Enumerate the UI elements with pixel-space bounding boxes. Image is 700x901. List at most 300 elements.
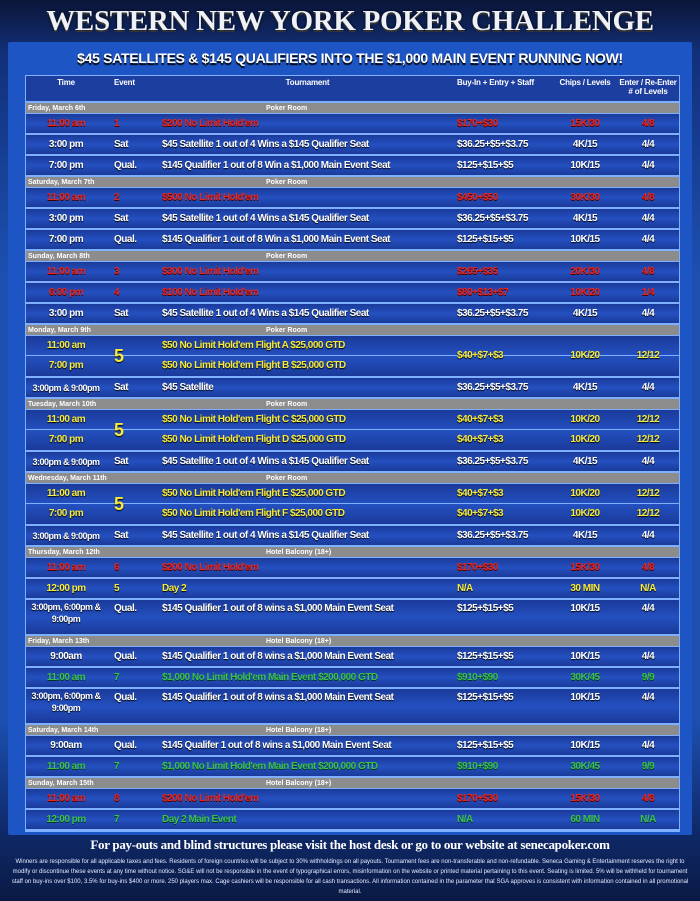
time-cell-text: 7:00 pm <box>48 159 84 171</box>
time-cell <box>26 562 106 574</box>
buyin-cell <box>453 414 553 426</box>
shared-values <box>453 336 679 376</box>
chips-cell-text: 30K/45 <box>570 760 600 772</box>
enter-cell-text: 4/4 <box>641 529 655 541</box>
enter-cell <box>617 287 679 299</box>
buyin-cell-text: $36.25+$5+$3.75 <box>457 307 528 319</box>
table-row <box>26 304 679 325</box>
chips-cell-text: 10K/15 <box>570 650 600 662</box>
table-row <box>26 736 679 757</box>
day-header <box>26 251 679 262</box>
disclaimer: Winners are responsible for all applicable taxes and fees. Residents of foreign countries will be subject to 30% withholdings on all payouts. Tournament fees are non-transferable and non-refundable. Seneca Gaming & Entertainment reserves the right to modify or discontinue these events at any time without notice. SG&E will not be responsible in the event of typographical errors, misinformation on the website or printed material pertaining to this event. Seating is limited. 5% will be withheld for tournament staff on buy-ins over $100, 3.5% for buy-ins $400 or more. 250 players max. Cage cashiers will be responsible for all cash transactions. All information contained in the parameter that SGA approves is consistent with information contained in all promotional material. <box>11 859 689 895</box>
event-cell-text: 6 <box>114 561 120 573</box>
table-row <box>26 410 679 452</box>
day-header <box>26 473 679 484</box>
day-label: Friday, March 13th <box>28 638 90 645</box>
chips-cell <box>553 434 617 446</box>
tournament-cell-text: $50 No Limit Hold'em Flight F $25,000 GTD <box>162 508 345 519</box>
event-cell <box>106 139 158 151</box>
tournament-cell <box>158 456 453 468</box>
tournament-cell <box>158 340 453 352</box>
chips-cell-text: 10K/15 <box>570 159 600 171</box>
chips-cell <box>553 651 617 663</box>
tournament-cell-text: $50 No Limit Hold'em Flight C $25,000 GTD <box>162 413 346 425</box>
tournament-cell-text: $45 Satellite 1 out of 4 Wins a $145 Qualifier Seat <box>162 529 369 541</box>
enter-cell-text: 12/12 <box>636 508 660 519</box>
tournament-cell-text: $45 Satellite 1 out of 4 Wins a $145 Qualifier Seat <box>162 212 369 224</box>
day-label: Sunday, March 8th <box>28 253 90 260</box>
tournament-cell-text: $50 No Limit Hold'em Flight E $25,000 GTD <box>162 487 346 499</box>
enter-cell <box>617 600 679 615</box>
buyin-cell <box>453 488 553 500</box>
tournament-cell <box>158 583 453 595</box>
enter-cell <box>617 689 679 704</box>
table-row <box>26 283 679 304</box>
buyin-cell-text: $125+$15+$5 <box>457 692 514 703</box>
tournament-cell-text: $45 Satellite 1 out of 4 Wins a $145 Qualifier Seat <box>162 307 369 319</box>
chips-cell-text: 15K/30 <box>570 561 600 573</box>
event-cell-text: Sat <box>114 529 129 541</box>
buyin-cell-text: $125+$15+$5 <box>457 233 514 245</box>
buyin-cell <box>453 583 553 595</box>
chips-cell <box>553 761 617 773</box>
buyin-cell <box>453 192 553 204</box>
enter-cell-text: N/A <box>640 813 656 825</box>
enter-cell-text: 9/9 <box>641 760 655 772</box>
buyin-cell-text: $265+$35 <box>457 265 498 277</box>
chips-cell-text: 10K/15 <box>570 233 600 245</box>
tournament-cell <box>158 672 453 684</box>
tournament-cell <box>158 414 453 426</box>
buyin-cell <box>453 651 553 663</box>
tournament-cell <box>158 234 453 246</box>
enter-cell-text: 4/4 <box>641 692 655 703</box>
enter-cell <box>617 139 679 151</box>
event-cell-text: Qual. <box>114 603 137 614</box>
enter-cell-text: 4/8 <box>641 792 655 804</box>
buyin-cell-text: $40+$7+$3 <box>457 487 504 499</box>
tournament-cell-text: $145 Qualifer 1 out of 8 wins a $1,000 Main Event Seat <box>162 739 392 751</box>
event-cell-text: 3 <box>114 265 120 277</box>
tournament-cell <box>158 530 453 542</box>
time-cell <box>26 234 106 246</box>
event-cell <box>106 740 158 752</box>
tournament-cell <box>158 740 453 752</box>
time-cell-text: 11:00 am <box>46 561 86 573</box>
event-cell <box>106 308 158 320</box>
buyin-cell <box>453 266 553 278</box>
time-cell <box>26 434 106 446</box>
chips-cell <box>553 266 617 278</box>
enter-cell <box>617 761 679 773</box>
venue-label: Hotel Balcony (18+) <box>266 780 332 787</box>
table-row <box>26 526 679 547</box>
time-cell <box>26 340 106 352</box>
tournament-cell <box>158 600 453 615</box>
tournament-cell-text: $145 Qualifier 1 out of 8 wins a $1,000 Main Event Seat <box>162 603 394 614</box>
table-row <box>26 135 679 156</box>
chips-cell <box>553 234 617 246</box>
time-cell-text: 3:00 pm <box>48 212 84 224</box>
enter-cell-text: N/A <box>640 582 656 594</box>
time-cell-text: 12:00 pm <box>46 582 86 594</box>
buyin-cell-text: $125+$15+$5 <box>457 603 514 614</box>
tournament-cell-text: $45 Satellite <box>162 381 214 393</box>
table-row <box>26 262 679 283</box>
event-cell-text: Qual. <box>114 159 137 171</box>
enter-cell-text: 4/8 <box>641 561 655 573</box>
tournament-cell <box>158 508 453 520</box>
time-cell-text: 11:00 am <box>46 191 86 203</box>
venue-label: Poker Room <box>266 179 308 186</box>
enter-cell <box>617 192 679 204</box>
time-cell-text: 7:00 pm <box>48 508 84 519</box>
chips-cell <box>553 508 617 520</box>
buyin-cell <box>453 160 553 172</box>
enter-cell <box>617 814 679 826</box>
day-header <box>26 103 679 114</box>
buyin-cell <box>453 308 553 320</box>
enter-cell-text: 4/8 <box>641 117 655 129</box>
event-cell-text: 5 <box>114 582 120 594</box>
day-header <box>26 399 679 410</box>
time-cell <box>26 600 106 625</box>
table-row <box>26 452 679 473</box>
event-cell-text: Qual. <box>114 233 137 245</box>
enter-cell-text: 4/4 <box>641 455 655 467</box>
event-cell <box>106 600 158 615</box>
chips-cell-text: 10K/20 <box>570 434 600 445</box>
buyin-cell-text: $36.25+$5+$3.75 <box>457 455 528 467</box>
buyin-cell-text: $170+$30 <box>457 792 498 804</box>
event-cell <box>106 583 158 595</box>
chips-cell <box>553 192 617 204</box>
title-text: WESTERN NEW YORK POKER CHALLENGE <box>46 5 654 37</box>
table-row <box>26 757 679 778</box>
event-number: 5 <box>114 420 124 440</box>
time-cell <box>26 814 106 826</box>
header-buyin: Buy-In + Entry + Staff <box>457 78 534 87</box>
footer-text: For pay-outs and blind structures please visit the host desk or go to our website at senecapoker.com <box>90 837 610 852</box>
time-cell-text: 11:00 am <box>46 339 86 351</box>
chips-cell-text: 10K/15 <box>570 739 600 751</box>
time-cell-text: 11:00 am <box>46 760 86 772</box>
tournament-cell <box>158 360 453 372</box>
buyin-cell <box>453 508 553 520</box>
chips-cell <box>553 456 617 468</box>
time-cell <box>26 456 106 468</box>
chips-cell-text: 30K/45 <box>570 671 600 683</box>
enter-cell <box>617 414 679 426</box>
buyin-cell-text: $170+$30 <box>457 117 498 129</box>
chips-cell <box>553 287 617 299</box>
poster-title <box>0 0 700 44</box>
event-cell <box>106 213 158 225</box>
tournament-cell <box>158 160 453 172</box>
table-header <box>26 76 679 103</box>
buyin-cell-text: N/A <box>457 582 473 594</box>
chips-cell <box>553 793 617 805</box>
venue-label: Hotel Balcony (18+) <box>266 638 332 645</box>
subtitle <box>10 50 690 68</box>
event-cell <box>106 651 158 663</box>
time-cell <box>26 160 106 172</box>
chips-cell-text: 10K/20 <box>570 413 600 425</box>
buyin-cell <box>453 600 553 615</box>
enter-cell-text: 4/4 <box>641 212 655 224</box>
time-cell <box>26 287 106 299</box>
day-label: Thursday, March 12th <box>28 549 100 556</box>
buyin-cell <box>453 562 553 574</box>
time-cell <box>26 530 106 542</box>
tournament-cell <box>158 139 453 151</box>
table-row <box>26 114 679 135</box>
buyin-cell <box>453 672 553 684</box>
venue-label: Poker Room <box>266 253 308 260</box>
buyin-cell <box>453 814 553 826</box>
time-cell <box>26 118 106 130</box>
buyin-cell-text: N/A <box>457 813 473 825</box>
day-label: Saturday, March 7th <box>28 179 95 186</box>
day-header <box>26 177 679 188</box>
time-cell <box>26 740 106 752</box>
tournament-cell-text: $50 No Limit Hold'em Flight D $25,000 GTD <box>162 434 346 445</box>
tournament-cell <box>158 434 453 446</box>
event-cell-text: Qual. <box>114 650 137 662</box>
event-cell-text: Sat <box>114 455 129 467</box>
tournament-cell-text: $50 No Limit Hold'em Flight B $25,000 GTD <box>162 360 346 371</box>
event-cell-text: 7 <box>114 671 120 683</box>
event-cell-text: 2 <box>114 191 120 203</box>
event-cell-text: 1 <box>114 117 120 129</box>
buyin-cell-text: $450+$50 <box>457 191 498 203</box>
enter-cell-text: 4/4 <box>641 381 655 393</box>
event-cell-text: Sat <box>114 307 129 319</box>
buyin-cell <box>453 234 553 246</box>
tournament-cell <box>158 213 453 225</box>
tournament-cell-text: $45 Satellite 1 out of 4 Wins a $145 Qualifier Seat <box>162 455 369 467</box>
buyin-cell-text: $40+$7+$3 <box>457 508 504 519</box>
event-cell <box>106 689 158 704</box>
chips-cell <box>553 600 617 615</box>
buyin-cell-text: $170+$30 <box>457 561 498 573</box>
time-cell <box>26 672 106 684</box>
event-cell-text: 7 <box>114 760 120 772</box>
time-cell-text: 3:00pm & 9:00pm <box>32 530 100 541</box>
tournament-cell-text: $200 No Limit Hold'em <box>162 561 259 573</box>
time-cell <box>26 382 106 394</box>
day-label: Friday, March 6th <box>28 105 86 112</box>
event-cell-text: 8 <box>114 792 120 804</box>
table-row <box>26 188 679 209</box>
header-event: Event <box>114 78 135 87</box>
time-cell <box>26 266 106 278</box>
event-cell <box>106 672 158 684</box>
time-cell-text: 11:00 am <box>46 265 86 277</box>
time-cell <box>26 192 106 204</box>
event-cell-text: Sat <box>114 212 129 224</box>
table-row <box>26 689 679 725</box>
tournament-cell-text: $50 No Limit Hold'em Flight A $25,000 GTD <box>162 339 345 351</box>
buyin-cell-text: $40+$7+$3 <box>457 350 504 361</box>
buyin-cell <box>453 761 553 773</box>
event-cell-text: Sat <box>114 138 129 150</box>
buyin-cell <box>453 382 553 394</box>
tournament-cell <box>158 308 453 320</box>
enter-cell <box>617 266 679 278</box>
time-cell-text: 9:00am <box>50 739 82 751</box>
tournament-cell-text: $145 Qualifier 1 out of 8 Win a $1,000 Main Event Seat <box>162 159 390 171</box>
enter-cell <box>617 583 679 595</box>
enter-cell <box>617 118 679 130</box>
chips-cell <box>553 139 617 151</box>
day-label: Wednesday, March 11th <box>28 475 107 482</box>
event-cell <box>106 456 158 468</box>
enter-cell-text: 9/9 <box>641 671 655 683</box>
tournament-cell <box>158 562 453 574</box>
tournament-cell-text: $45 Satellite 1 out of 4 Wins a $145 Qualifier Seat <box>162 138 369 150</box>
table-row <box>26 156 679 177</box>
time-cell <box>26 508 106 520</box>
enter-cell-text: 12/12 <box>636 350 660 361</box>
chips-cell <box>553 382 617 394</box>
table-row <box>26 558 679 579</box>
time-cell-text: 3:00pm, 6:00pm & 9:00pm <box>31 602 101 624</box>
event-cell-text: Sat <box>114 381 129 393</box>
chips-cell-text: 15K/30 <box>570 117 600 129</box>
table-row <box>26 647 679 668</box>
tournament-cell-text: $300 No Limit Hold'em <box>162 265 259 277</box>
enter-cell <box>617 350 679 362</box>
time-cell-text: 3:00 pm <box>48 307 84 319</box>
enter-cell-text: 12/12 <box>636 413 660 425</box>
time-cell-text: 3:00pm & 9:00pm <box>32 382 100 393</box>
enter-cell-text: 12/12 <box>636 434 660 445</box>
footer-note <box>8 836 692 854</box>
chips-cell <box>553 488 617 500</box>
event-cell <box>106 266 158 278</box>
chips-cell <box>553 414 617 426</box>
time-cell-text: 12:00 pm <box>46 813 86 825</box>
enter-cell <box>617 672 679 684</box>
event-cell <box>106 160 158 172</box>
event-cell-text: Qual. <box>114 692 137 703</box>
buyin-cell <box>453 118 553 130</box>
buyin-cell <box>453 287 553 299</box>
tournament-cell-text: $145 Qualifier 1 out of 8 wins a $1,000 Main Event Seat <box>162 692 394 703</box>
chips-cell-text: 4K/15 <box>572 381 598 393</box>
chips-cell-text: 10K/20 <box>570 508 600 519</box>
day-header <box>26 778 679 789</box>
chips-cell-text: 4K/15 <box>572 529 598 541</box>
header-tournament: Tournament <box>285 78 330 87</box>
enter-cell <box>617 213 679 225</box>
event-cell <box>106 336 158 376</box>
tournament-cell-text: $100 No Limit Hold'em <box>162 286 259 298</box>
chips-cell <box>553 740 617 752</box>
venue-label: Hotel Balcony (18+) <box>266 727 332 734</box>
table-row <box>26 579 679 600</box>
chips-cell <box>553 814 617 826</box>
enter-cell <box>617 308 679 320</box>
buyin-cell <box>453 740 553 752</box>
chips-cell-text: 30 MIN <box>570 582 600 594</box>
chips-cell-text: 4K/15 <box>572 212 598 224</box>
chips-cell <box>553 160 617 172</box>
chips-cell-text: 10K/20 <box>570 350 600 361</box>
tournament-cell-text: $145 Qualifier 1 out of 8 Win a $1,000 Main Event Seat <box>162 233 390 245</box>
time-cell <box>26 651 106 663</box>
table-row <box>26 209 679 230</box>
table-row <box>26 484 679 526</box>
day-header <box>26 325 679 336</box>
enter-cell <box>617 740 679 752</box>
time-cell-text: 11:00 am <box>46 671 86 683</box>
tournament-cell-text: $200 No Limit Hold'em <box>162 792 259 804</box>
enter-cell-text: 4/4 <box>641 603 655 614</box>
buyin-cell-text: $125+$15+$5 <box>457 159 514 171</box>
enter-cell-text: 4/4 <box>641 739 655 751</box>
day-header <box>26 725 679 736</box>
event-number: 5 <box>114 346 124 366</box>
time-cell-text: 11:00 am <box>46 792 86 804</box>
buyin-cell-text: $40+$7+$3 <box>457 434 504 445</box>
event-cell <box>106 118 158 130</box>
chips-cell <box>553 213 617 225</box>
day-label: Sunday, March 15th <box>28 780 94 787</box>
tournament-cell <box>158 761 453 773</box>
tournament-cell-text: Day 2 Main Event <box>162 813 237 825</box>
enter-cell <box>617 434 679 446</box>
chips-cell-text: 10K/20 <box>570 487 600 499</box>
event-cell <box>106 562 158 574</box>
tournament-cell <box>158 689 453 704</box>
time-cell <box>26 583 106 595</box>
chips-cell <box>553 308 617 320</box>
time-cell <box>26 308 106 320</box>
tournament-cell <box>158 287 453 299</box>
time-cell-text: 11:00 am <box>46 487 86 499</box>
event-cell <box>106 382 158 394</box>
buyin-cell <box>453 456 553 468</box>
buyin-cell-text: $910+$90 <box>457 671 498 683</box>
table-row <box>26 600 679 636</box>
enter-cell-text: 1/4 <box>641 286 655 298</box>
buyin-cell <box>453 139 553 151</box>
enter-cell <box>617 456 679 468</box>
time-cell <box>26 414 106 426</box>
tournament-cell <box>158 382 453 394</box>
event-cell <box>106 192 158 204</box>
buyin-cell <box>453 530 553 542</box>
time-cell <box>26 488 106 500</box>
buyin-cell-text: $40+$7+$3 <box>457 413 504 425</box>
tournament-cell-text: $500 No Limit Hold'em <box>162 191 259 203</box>
tournament-cell-text: $1,000 No Limit Hold'em Main Event $200,000 GTD <box>162 671 378 683</box>
chips-cell-text: 60 MIN <box>570 813 600 825</box>
tournament-cell-text: $1,000 No Limit Hold'em Main Event $200,000 GTD <box>162 760 378 772</box>
tournament-cell <box>158 793 453 805</box>
table-row <box>26 789 679 810</box>
chips-cell-text: 10K/15 <box>570 692 600 703</box>
enter-cell <box>617 382 679 394</box>
time-cell <box>26 689 106 714</box>
time-cell <box>26 139 106 151</box>
header-time: Time <box>57 78 75 87</box>
enter-cell-text: 4/8 <box>641 265 655 277</box>
enter-cell <box>617 793 679 805</box>
day-label: Tuesday, March 10th <box>28 401 97 408</box>
